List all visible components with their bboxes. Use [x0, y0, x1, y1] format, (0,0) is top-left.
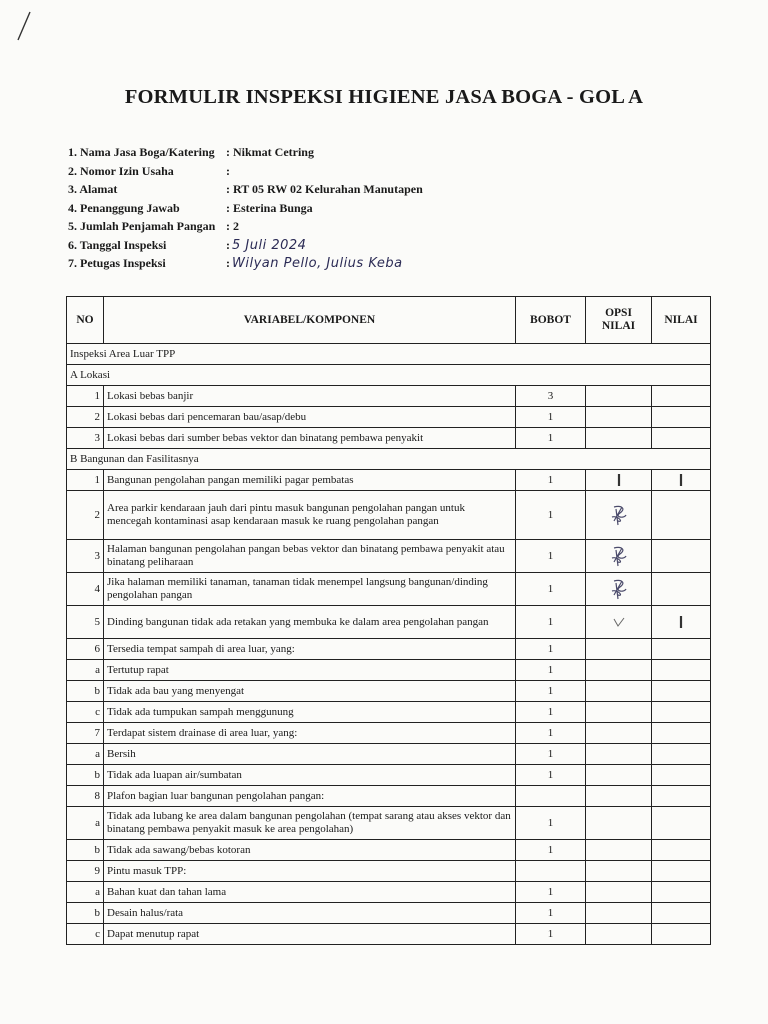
row-number: a — [67, 807, 104, 840]
row-variable: Jika halaman memiliki tanaman, tanaman tidak menempel langsung bangunan/dinding pengolahan pangan — [104, 573, 516, 606]
row-number: c — [67, 924, 104, 945]
row-bobot: 1 — [516, 428, 586, 449]
row-opsi-nilai[interactable] — [586, 840, 652, 861]
info-label: 5. Jumlah Penjamah Pangan — [68, 219, 216, 233]
info-label: 6. Tanggal Inspeksi — [68, 237, 167, 252]
row-nilai[interactable] — [652, 660, 711, 681]
row-opsi-nilai[interactable] — [586, 765, 652, 786]
table-row — [67, 491, 711, 540]
row-opsi-nilai[interactable] — [586, 861, 652, 882]
row-bobot: 3 — [516, 386, 586, 407]
table-row — [67, 573, 711, 606]
info-value — [226, 236, 306, 255]
info-section — [68, 143, 423, 273]
row-bobot — [516, 786, 586, 807]
row-variable: Plafon bagian luar bangunan pengolahan pangan: — [104, 786, 516, 807]
handwritten-value: 5 Juli 2024 — [232, 237, 307, 253]
row-bobot: 1 — [516, 470, 586, 491]
row-bobot: 1 — [516, 573, 586, 606]
row-bobot: 1 — [516, 924, 586, 945]
table-row — [67, 681, 711, 702]
row-nilai[interactable] — [652, 723, 711, 744]
row-nilai[interactable] — [652, 903, 711, 924]
info-label: 1. Nama Jasa Boga/Katering — [68, 145, 215, 159]
table-row — [67, 606, 711, 639]
section-title: Inspeksi Area Luar TPP — [67, 344, 711, 365]
row-opsi-nilai[interactable] — [586, 681, 652, 702]
table-row — [67, 744, 711, 765]
row-bobot: 1 — [516, 540, 586, 573]
info-row — [68, 236, 423, 255]
table-row — [67, 765, 711, 786]
table-row — [67, 386, 711, 407]
row-variable: Bersih — [104, 744, 516, 765]
row-variable: Pintu masuk TPP: — [104, 861, 516, 882]
row-number: a — [67, 744, 104, 765]
row-variable: Tidak ada tumpukan sampah menggunung — [104, 702, 516, 723]
row-number: b — [67, 765, 104, 786]
header-opsi-nilai: OPSI NILAI — [586, 297, 652, 344]
scribble-mark-icon — [608, 544, 630, 568]
info-row — [68, 180, 423, 199]
table-row — [67, 428, 711, 449]
table-row — [67, 639, 711, 660]
table-row — [67, 407, 711, 428]
scribble-mark-icon — [608, 577, 630, 601]
row-opsi-nilai[interactable] — [586, 924, 652, 945]
row-variable: Bahan kuat dan tahan lama — [104, 882, 516, 903]
header-nilai: NILAI — [652, 297, 711, 344]
row-bobot: 1 — [516, 744, 586, 765]
row-bobot: 1 — [516, 765, 586, 786]
table-row — [67, 660, 711, 681]
info-row — [68, 162, 423, 181]
row-bobot: 1 — [516, 407, 586, 428]
row-nilai[interactable] — [652, 681, 711, 702]
row-nilai[interactable] — [652, 606, 711, 639]
row-number: 3 — [67, 428, 104, 449]
table-row — [67, 702, 711, 723]
info-value-text: : — [226, 237, 230, 252]
info-value-text: : Nikmat Cetring — [226, 145, 314, 159]
section-row — [67, 344, 711, 365]
tally-mark-icon — [677, 473, 685, 487]
row-variable: Halaman bangunan pengolahan pangan bebas vektor dan binatang pembawa penyakit atau binatang peliharaan — [104, 540, 516, 573]
row-nilai[interactable] — [652, 744, 711, 765]
row-nilai[interactable] — [652, 807, 711, 840]
row-number: 7 — [67, 723, 104, 744]
row-nilai[interactable] — [652, 786, 711, 807]
table-row — [67, 861, 711, 882]
info-row — [68, 199, 423, 218]
row-nilai[interactable] — [652, 840, 711, 861]
handwritten-value: Wilyan Pello, Julius Keba — [232, 256, 403, 271]
table-row — [67, 786, 711, 807]
row-variable: Tidak ada sawang/bebas kotoran — [104, 840, 516, 861]
row-variable: Tertutup rapat — [104, 660, 516, 681]
row-variable: Desain halus/rata — [104, 903, 516, 924]
row-nilai[interactable] — [652, 924, 711, 945]
row-nilai[interactable] — [652, 573, 711, 606]
scribble-mark-icon — [608, 503, 630, 527]
row-nilai[interactable] — [652, 861, 711, 882]
info-value — [226, 180, 423, 199]
row-opsi-nilai[interactable] — [586, 491, 652, 540]
info-value-text: : 2 — [226, 219, 239, 233]
row-variable: Tidak ada lubang ke area dalam bangunan pengolahan (tempat sarang atau akses vektor dan binatang pembawa penyakit masuk ke area pengolahan) — [104, 807, 516, 840]
table-header-row — [67, 297, 711, 344]
pen-stroke-mark — [8, 8, 38, 44]
table-row — [67, 540, 711, 573]
header-variabel: VARIABEL/KOMPONEN — [104, 297, 516, 344]
row-number: 8 — [67, 786, 104, 807]
info-value — [226, 143, 314, 162]
table-row — [67, 924, 711, 945]
row-bobot: 1 — [516, 639, 586, 660]
row-bobot: 1 — [516, 702, 586, 723]
row-variable: Tersedia tempat sampah di area luar, yang: — [104, 639, 516, 660]
info-row — [68, 254, 423, 273]
row-nilai[interactable] — [652, 428, 711, 449]
row-opsi-nilai[interactable] — [586, 702, 652, 723]
row-number: b — [67, 903, 104, 924]
info-label: 4. Penanggung Jawab — [68, 200, 180, 215]
row-bobot: 1 — [516, 840, 586, 861]
row-bobot: 1 — [516, 807, 586, 840]
row-bobot: 1 — [516, 681, 586, 702]
row-variable: Lokasi bebas banjir — [104, 386, 516, 407]
row-number: b — [67, 681, 104, 702]
row-nilai[interactable] — [652, 491, 711, 540]
info-value-text: : Esterina Bunga — [226, 200, 313, 215]
row-bobot: 1 — [516, 723, 586, 744]
row-number: 6 — [67, 639, 104, 660]
form-title: FORMULIR INSPEKSI HIGIENE JASA BOGA - GOL A — [124, 86, 644, 108]
row-nilai[interactable] — [652, 882, 711, 903]
row-opsi-nilai[interactable] — [586, 573, 652, 606]
table-body — [67, 344, 711, 945]
row-opsi-nilai[interactable] — [586, 470, 652, 491]
row-number: 3 — [67, 540, 104, 573]
row-number: b — [67, 840, 104, 861]
section-row — [67, 365, 711, 386]
section-row — [67, 449, 711, 470]
row-opsi-nilai[interactable] — [586, 386, 652, 407]
row-nilai[interactable] — [652, 540, 711, 573]
row-number: a — [67, 660, 104, 681]
table-row — [67, 723, 711, 744]
info-row — [68, 143, 423, 162]
table-row — [67, 807, 711, 840]
row-variable: Dinding bangunan tidak ada retakan yang membuka ke dalam area pengolahan pangan — [104, 606, 516, 639]
row-variable: Lokasi bebas dari pencemaran bau/asap/debu — [104, 407, 516, 428]
info-label: 2. Nomor Izin Usaha — [68, 163, 174, 178]
row-number: 1 — [67, 386, 104, 407]
info-value — [226, 254, 403, 273]
row-variable: Terdapat sistem drainase di area luar, yang: — [104, 723, 516, 744]
row-nilai[interactable] — [652, 407, 711, 428]
row-bobot: 1 — [516, 882, 586, 903]
row-number: 5 — [67, 606, 104, 639]
row-nilai[interactable] — [652, 765, 711, 786]
info-row — [68, 217, 423, 236]
tally-mark-icon — [615, 473, 623, 487]
row-number: 2 — [67, 491, 104, 540]
row-bobot: 1 — [516, 903, 586, 924]
info-value-text: : — [226, 163, 230, 178]
table-row — [67, 470, 711, 491]
row-number: 1 — [67, 470, 104, 491]
row-variable: Area parkir kendaraan jauh dari pintu masuk bangunan pengolahan pangan untuk mencegah kontaminasi asap kendaraan masuk ke ruang pengolahan pangan — [104, 491, 516, 540]
row-variable: Lokasi bebas dari sumber bebas vektor dan binatang pembawa penyakit — [104, 428, 516, 449]
row-nilai[interactable] — [652, 470, 711, 491]
row-opsi-nilai[interactable] — [586, 882, 652, 903]
row-bobot: 1 — [516, 606, 586, 639]
info-label: 3. Alamat — [68, 182, 118, 196]
info-label: 7. Petugas Inspeksi — [68, 256, 166, 270]
info-value-text: : — [226, 256, 230, 270]
row-opsi-nilai[interactable] — [586, 428, 652, 449]
row-opsi-nilai[interactable] — [586, 407, 652, 428]
row-variable: Bangunan pengolahan pangan memiliki pagar pembatas — [104, 470, 516, 491]
row-opsi-nilai[interactable] — [586, 606, 652, 639]
row-opsi-nilai[interactable] — [586, 723, 652, 744]
row-number: c — [67, 702, 104, 723]
header-bobot: BOBOT — [516, 297, 586, 344]
row-bobot — [516, 861, 586, 882]
info-value — [226, 199, 313, 218]
info-value-text: : RT 05 RW 02 Kelurahan Manutapen — [226, 182, 423, 196]
row-variable: Tidak ada luapan air/sumbatan — [104, 765, 516, 786]
info-value — [226, 217, 239, 236]
row-nilai[interactable] — [652, 386, 711, 407]
row-variable: Tidak ada bau yang menyengat — [104, 681, 516, 702]
row-nilai[interactable] — [652, 702, 711, 723]
row-number: 9 — [67, 861, 104, 882]
inspection-table — [66, 296, 711, 945]
row-opsi-nilai[interactable] — [586, 744, 652, 765]
row-bobot: 1 — [516, 491, 586, 540]
info-value — [226, 162, 230, 181]
row-opsi-nilai[interactable] — [586, 807, 652, 840]
row-number: 2 — [67, 407, 104, 428]
tally-mark-icon — [677, 615, 685, 629]
section-title: B Bangunan dan Fasilitasnya — [67, 449, 711, 470]
row-number: 4 — [67, 573, 104, 606]
row-bobot: 1 — [516, 660, 586, 681]
header-no: NO — [67, 297, 104, 344]
row-variable: Dapat menutup rapat — [104, 924, 516, 945]
check-mark-icon — [612, 616, 626, 628]
table-row — [67, 903, 711, 924]
row-opsi-nilai[interactable] — [586, 786, 652, 807]
row-opsi-nilai[interactable] — [586, 540, 652, 573]
row-opsi-nilai[interactable] — [586, 903, 652, 924]
row-opsi-nilai[interactable] — [586, 660, 652, 681]
table-row — [67, 840, 711, 861]
row-nilai[interactable] — [652, 639, 711, 660]
table-row — [67, 882, 711, 903]
row-opsi-nilai[interactable] — [586, 639, 652, 660]
row-number: a — [67, 882, 104, 903]
section-title: A Lokasi — [67, 365, 711, 386]
